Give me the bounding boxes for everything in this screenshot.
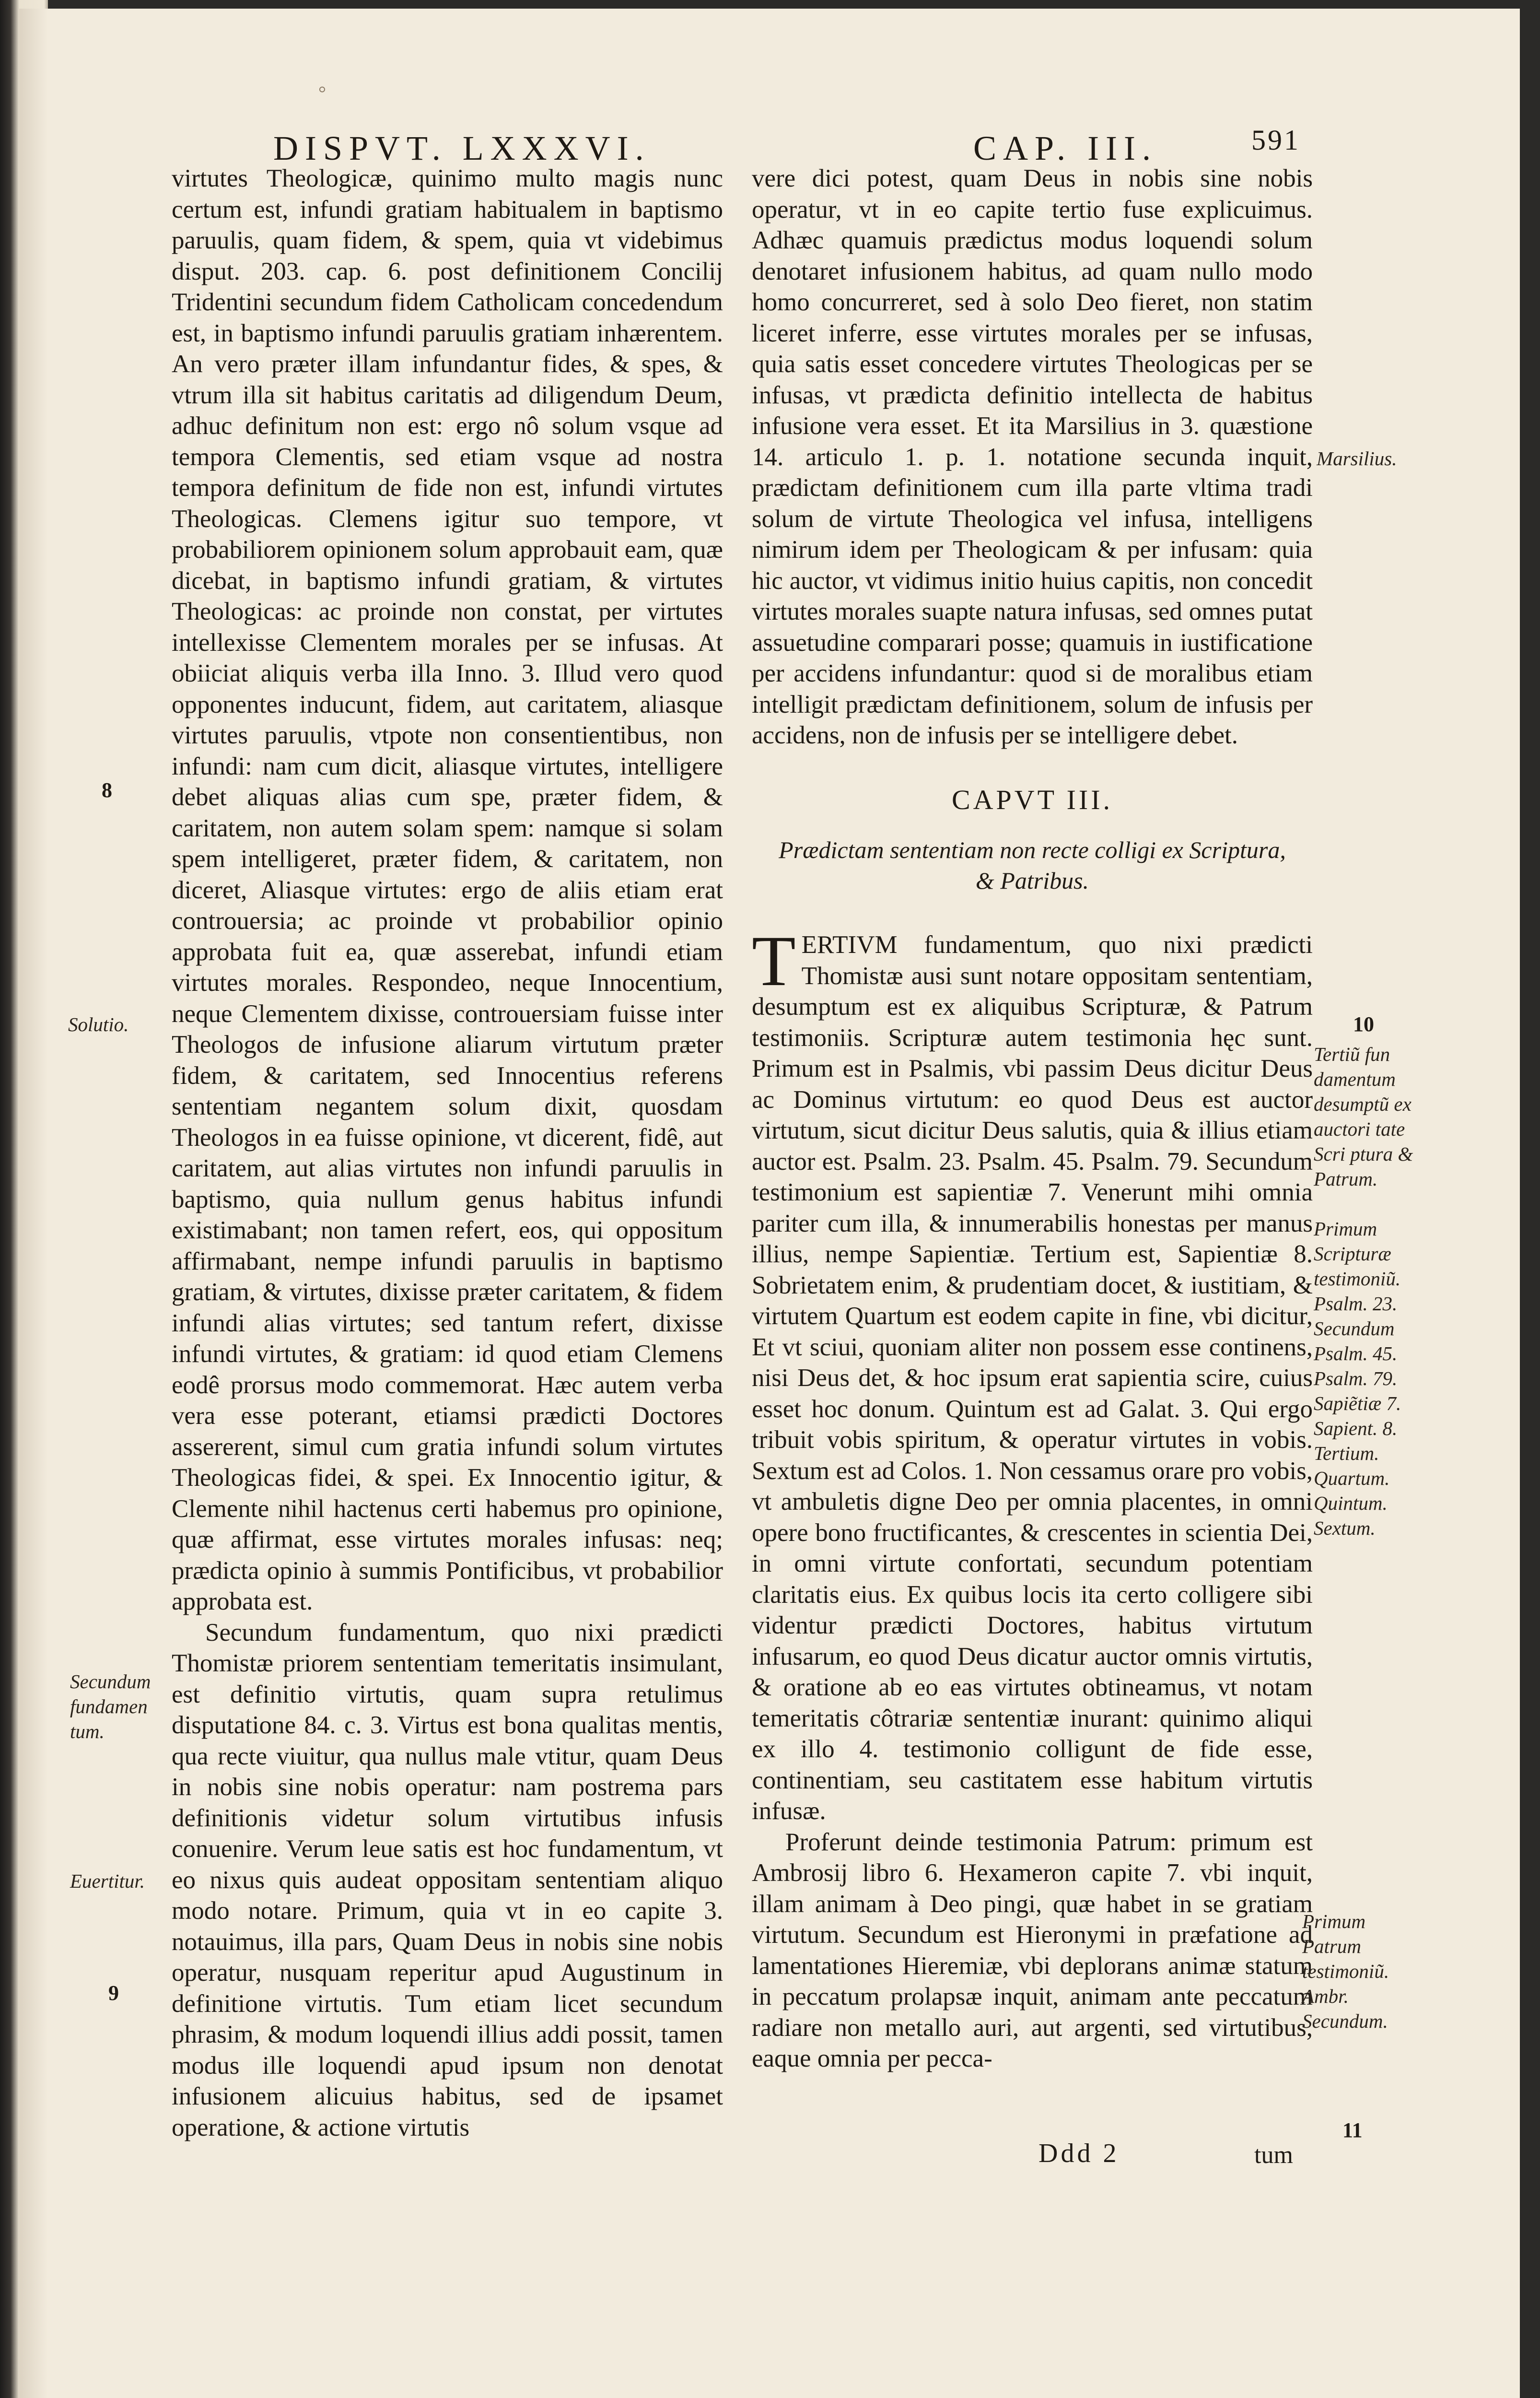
right-paragraph-2 xyxy=(752,921,1313,1827)
right-column xyxy=(752,163,1313,2074)
drop-cap: T xyxy=(752,921,796,1001)
margin-number-10: 10 xyxy=(1353,1012,1374,1036)
margin-note-solutio: Solutio. xyxy=(68,1013,129,1035)
catchword: tum xyxy=(1254,2141,1293,2169)
margin-note-euertitur: Euertitur. xyxy=(70,1870,145,1892)
left-paragraph-1: virtutes Theologicæ, quinimo multo magis nunc certum est, infundi gratiam habitualem in baptismo paruulis, quam fidem, & spem, quia vt videbimus disput. 203. cap. 6. post definitionem Concilij Tridentini secundum fidem Catholicam concedendum est, in baptismo infundi paruulis gratiam inhærentem. An vero præter illam infundantur fides, & spes, & vtrum illa sit habitus caritatis ad diligendum Deum, adhuc definitum non est: ergo nô solum vsque ad tempora Clementis, sed etiam vsque ad nostra tempora definitum de fide non est, infundi virtutes Theologicas. Clemens igitur suo tempore, vt probabiliorem opinionem solum approbauit eam, quæ dicebat, in baptismo infundi gratiam, & virtutes Theologicas: ac proinde non constat, per virtutes intellexisse Clementem morales per se infusas. At obiiciat aliquis verba illa Inno. 3. Illud vero quod opponentes inducunt, fidem, aut caritatem, aliasque virtutes paruulis, vtpote non consentientibus, non infundi: nam cum dicit, aliasque virtutes, intelligere debet aliquas alias cum spe, præter fidem, & caritatem, non autem solam spem: namque si solam spem intelligeret, præter fidem, & caritatem, non diceret, Aliasque virtutes: ergo de aliis etiam erat controuersia; ac proinde vt probabilior opinio approbata fuit ea, quæ asserebat, infundi etiam virtutes morales. Respondeo, neque Innocentium, neque Clementem dixisse, controuersiam fuisse inter Theologos de infusione aliarum virtutum præter fidem, & caritatem, sed Innocentius referens sententiam negantem solum dixit, quosdam Theologos in ea fuisse opinione, vt dicerent, fidê, aut caritatem, aut alias virtutes non infundi paruulis in baptismo, quia nullum genus habitus infundi existimabant; non tamen refert, eos, qui oppositum affirmabant, nempe infundi paruulis in baptismo gratiam, & virtutes, dixisse præter caritatem, & fidem infundi alias virtutes; sed tantum refert, dixisse infundi virtutes, & gratiam: id quod etiam Clemens eodê prorsus modo commemorat. Hæc autem verba vera esse poterant, etiamsi prædicti Doctores assererent, simul cum gratia infundi solum virtutes Theologicas fidei, & spei. Ex Innocentio igitur, & Clemente nihil hactenus certi habemus pro opinione, quæ affirmat, esse virtutes morales infusas: neq; prædicta opinio à summis Pontificibus, vt probabilior approbata est. xyxy=(172,165,723,1615)
ink-mark: ° xyxy=(318,82,326,104)
chapter-heading: CAPVT III. xyxy=(951,784,1113,815)
page-number: 591 xyxy=(1251,124,1300,156)
right-paragraph-3: Proferunt deinde testimonia Patrum: primum est Ambrosij libro 6. Hexameron capite 7. vbi inquit, illam animam à Deo pingi, quæ habet in se gratiam virtutum. Secundum est Hieronymi in præfatione ad lamentationes Hieremiæ, vbi deplorans animæ statum in peccatum prolapsæ inquit, animam ante peccatum radiare non metallo auri, aut argenti, sed virtutibus, eaque omnia per pecca- xyxy=(752,1828,1313,2072)
header-chapter: CAP. III. xyxy=(973,129,1158,167)
left-paragraph-2: Secundum fundamentum, quo nixi prædicti Thomistæ priorem sententiam temeritatis insimulant, est definitio virtutis, quam supra retulimus disputatione 84. c. 3. Virtus est bona qualitas mentis, qua recte viuitur, qua nullus male vtitur, quam Deus in nobis sine nobis operatur: nam postrema pars definitionis videtur solum virtutibus infusis conuenire. Verum leue satis est hoc fundamentum, vt eo nixus quis audeat oppositam sententiam aliquo modo notare. Primum, quia vt in eo capite 3. notauimus, illa pars, Quam Deus in nobis sine nobis operatur, nusquam reperitur apud Augustinum in definitione virtutis. Tum etiam licet secundum phrasim, & modum loquendi illius addi possit, tamen modus ille loquendi apud ipsum non denotat infusionem alicuius habitus, sed de ipsamet operatione, & actione virtutis xyxy=(172,1618,723,2141)
margin-note-secundum: Secundum fundamen tum. xyxy=(70,1670,151,1742)
margin-number-8: 8 xyxy=(102,778,112,802)
header-disputation: DISPVT. LXXXVI. xyxy=(273,129,651,167)
signature-mark: Ddd 2 xyxy=(1038,2139,1120,2168)
margin-number-11: 11 xyxy=(1342,2118,1363,2142)
margin-number-9: 9 xyxy=(108,1981,119,2005)
right-paragraph-1: vere dici potest, quam Deus in nobis sine nobis operatur, vt in eo capite tertio fuse explicuimus. Adhæc quamuis prædictus modus loquendi solum denotaret infusionem habitus, ad quam nullo modo homo concurreret, sed à solo Deo fieret, non statim liceret inferre, esse virtutes morales per se infusas, quia satis esset concedere virtutes Theologicas per se infusas, vt prædicta definitio intellecta de habitus infusione vera esset. Et ita Marsilius in 3. quæstione 14. articulo 1. p. 1. notatione secunda inquit, prædictam definitionem cum illa parte vltima tradi solum de virtute Theologica vel infusa, intelligens nimirum idem per Theologicam & per infusam: quia hic auctor, vt vidimus initio huius capitis, non concedit virtutes morales suapte natura infusas, sed omnes putat assuetudine comparari posse; quamuis in iustificatione per accidens infundantur: quod si de moralibus etiam intelligit prædictam definitionem, solum de infusis per accidens, non de infusis per se intelligere debet. xyxy=(752,165,1313,749)
margin-note-primum-patrum: Primum Patrum testimoniũ. Ambr. Secundum. xyxy=(1302,1910,1389,2032)
margin-note-scripture-list: Primum Scripturæ testimoniũ. Psalm. 23. Secundum Psalm. 45. Psalm. 79. Sapiẽtiæ 7. Sapient. 8. Tertium. Quartum. Quintum. Sextum. xyxy=(1314,1218,1401,1539)
right-paragraph-2-text: ERTIVM fundamentum, quo nixi prædicti Thomistæ ausi sunt notare oppositam sententiam, desumptum est ex aliquibus Scripturæ, & Patrum testimoniis. Scripturæ autem testimonia hęc sunt. Primum est in Psalmis, vbi passim Deus dicitur Deus ac Dominus virtutum: eo quod Deus est auctor virtutum, sicut dicitur Deus salutis, quia & illius etiam auctor est. Psalm. 23. Psalm. 45. Psalm. 79. Secundum testimonium est sapientiæ 7. Venerunt mihi omnia pariter cum illa, & innumerabilis honestas per manus illius, nempe Sapientiæ. Tertium est, Sapientiæ 8. Sobrietatem enim, & prudentiam docet, & iustitiam, & virtutem Quartum est eodem capite in fine, vbi dicitur, Et vt sciui, quoniam aliter non possem esse continens, nisi Deus det, & hoc ipsum erat sapientia scire, cuius esset hoc donum. Quintum est ad Galat. 3. Qui ergo tribuit vobis spiritum, & operatur virtutes in vobis. Sextum est ad Colos. 1. Non cessamus orare pro vobis, vt ambuletis digne Deo per omnia placentes, in omni opere bono fructificantes, & crescentes in scientia Dei, in omni virtute confortati, secundum potentiam claritatis eius. Ex quibus locis ita certo colligere sibi videntur prædicti Doctores, habitus virtutum infusarum, eo quod Deus dicatur auctor omnis virtutis, & oratione ab eo eas virtutes obtineamus, vt notam temeritatis côtrariæ sententiæ inurant: quinimo aliqui ex illo 4. testimonio colligunt de fide esse, continentiam, seu castitatem esse habitum virtutis infusæ. xyxy=(752,931,1313,1825)
left-column xyxy=(172,163,723,2143)
margin-note-tertium: Tertiũ fun damentum desumptũ ex auctori tate Scri ptura & Patrum. xyxy=(1314,1043,1413,1190)
margin-note-marsilius: Marsilius. xyxy=(1317,447,1397,470)
chapter-summary: Prædictam sententiam non recte colligi ex Scriptura, & Patribus. xyxy=(779,836,1286,894)
